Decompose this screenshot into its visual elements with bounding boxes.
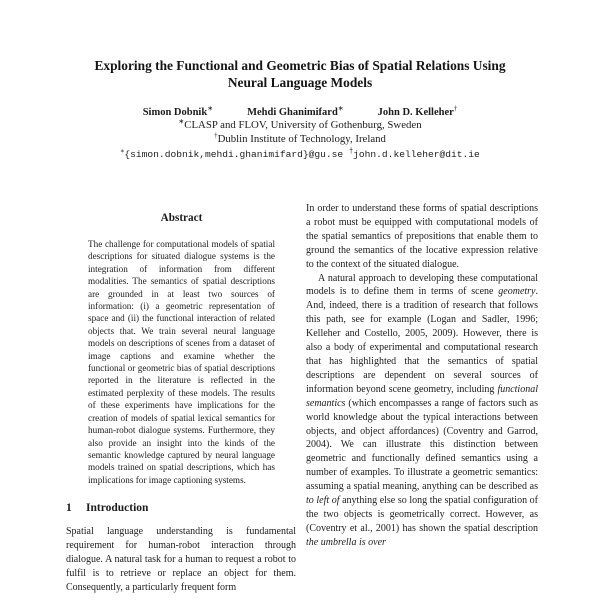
section-1-title: Introduction: [86, 502, 149, 515]
intro-paragraph-1: Spatial language understanding is fundamental requirement for human-robot interaction through dialogue. A natural task for a human to request a robot to fulfil is to retrieve or replace an object for them. Consequently, a particularly frequent form: [66, 526, 296, 593]
email-address-2: john.d.kelleher@dit.ie: [353, 148, 480, 160]
left-column: [66, 202, 296, 600]
authors-row: [40, 106, 560, 119]
section-1-number: 1: [66, 502, 72, 515]
title-line-2: Neural Language Models: [227, 75, 373, 90]
page-title: [40, 57, 560, 91]
email-address-1: {simon.dobnik,mehdi.ghanimifard}@gu.se: [124, 148, 344, 160]
author-2: [247, 106, 344, 119]
author-1-mark: ∗: [207, 104, 214, 113]
author-2-mark: ∗: [337, 104, 344, 113]
author-3-name: John D. Kelleher: [377, 107, 454, 118]
right-column-paragraph-2: A natural approach to developing these computational models is to define them in terms of scene geometry. And, indeed, there is a tradition of research that follows this path, see for example (Logan and Sadler, 1996; Kelleher and Costello, 2005, 2009). However, there is also a body of experimental and computational research that has highlighted that the semantics of spatial descriptions are dependent on several sources of information beyond scene geometry, including functional semantics (which encompasses a range of factors such as world knowledge about the typical interactions between objects, and object affordances) (Coventry and Garrod, 2004). We can illustrate this distinction between geometric and functionally defined semantics using a number of examples. To illustrate a geometric semantics: assuming a spatial meaning, anything can be described as to left of anything else so long the spatial configuration of the two objects is geometrically correct. However, as (Coventry et al., 2001) has shown the spatial description the umbrella is over: [306, 272, 538, 548]
affiliation-line-2: [40, 133, 560, 147]
author-3: [378, 106, 458, 119]
title-line-1: Exploring the Functional and Geometric Bias of Spatial Relations Using: [94, 58, 506, 73]
email-mark-2: †: [348, 147, 354, 156]
author-2-name: Mehdi Ghanimifard: [247, 107, 338, 118]
email-line: [40, 149, 560, 161]
email-mark-1: ∗: [120, 147, 125, 156]
abstract-text: The challenge for computational models of spatial descriptions for situated dialogue systems is the integration of information from different modalities. The semantics of spatial descriptions are grounded in at least two sources of information: (i) a geometric representation of space and (ii) the functional interaction of related objects that. We train several neural language models on descriptions of scenes from a dataset of image captions and examine whether the functional or geometric bias of spatial descriptions reported in the literature is reflected in the estimated perplexity of these models. The results of these experiments have implications for the creation of models of spatial lexical semantics for human-robot dialogue systems. Furthermore, they also provide an insight into the kinds of the semantic knowledge captured by neural language models trained on spatial descriptions, which has implications for image captioning systems.: [88, 239, 275, 485]
section-1-heading: [66, 501, 296, 516]
abstract-heading: Abstract: [160, 212, 203, 224]
affiliation-line-1: [40, 119, 560, 133]
affiliation-2-text: Dublin Institute of Technology, Ireland: [217, 132, 386, 145]
two-column-body: [66, 202, 538, 600]
author-1-name: Simon Dobnik: [142, 107, 208, 118]
affiliation-2-mark: †: [214, 131, 218, 140]
right-column-paragraph-1: In order to understand these forms of spatial descriptions a robot must be equipped with computational models of the spatial semantics of prepositions that enable them to ground the semantics of the locative expression relative to the context of the situated dialogue.: [306, 203, 538, 270]
author-3-mark: †: [453, 104, 458, 113]
affiliation-1-text: CLASP and FLOV, University of Gothenburg, Sweden: [184, 119, 422, 131]
right-column: [306, 202, 538, 600]
affiliation-1-mark: ∗: [178, 117, 185, 126]
paper-header: [40, 57, 560, 161]
